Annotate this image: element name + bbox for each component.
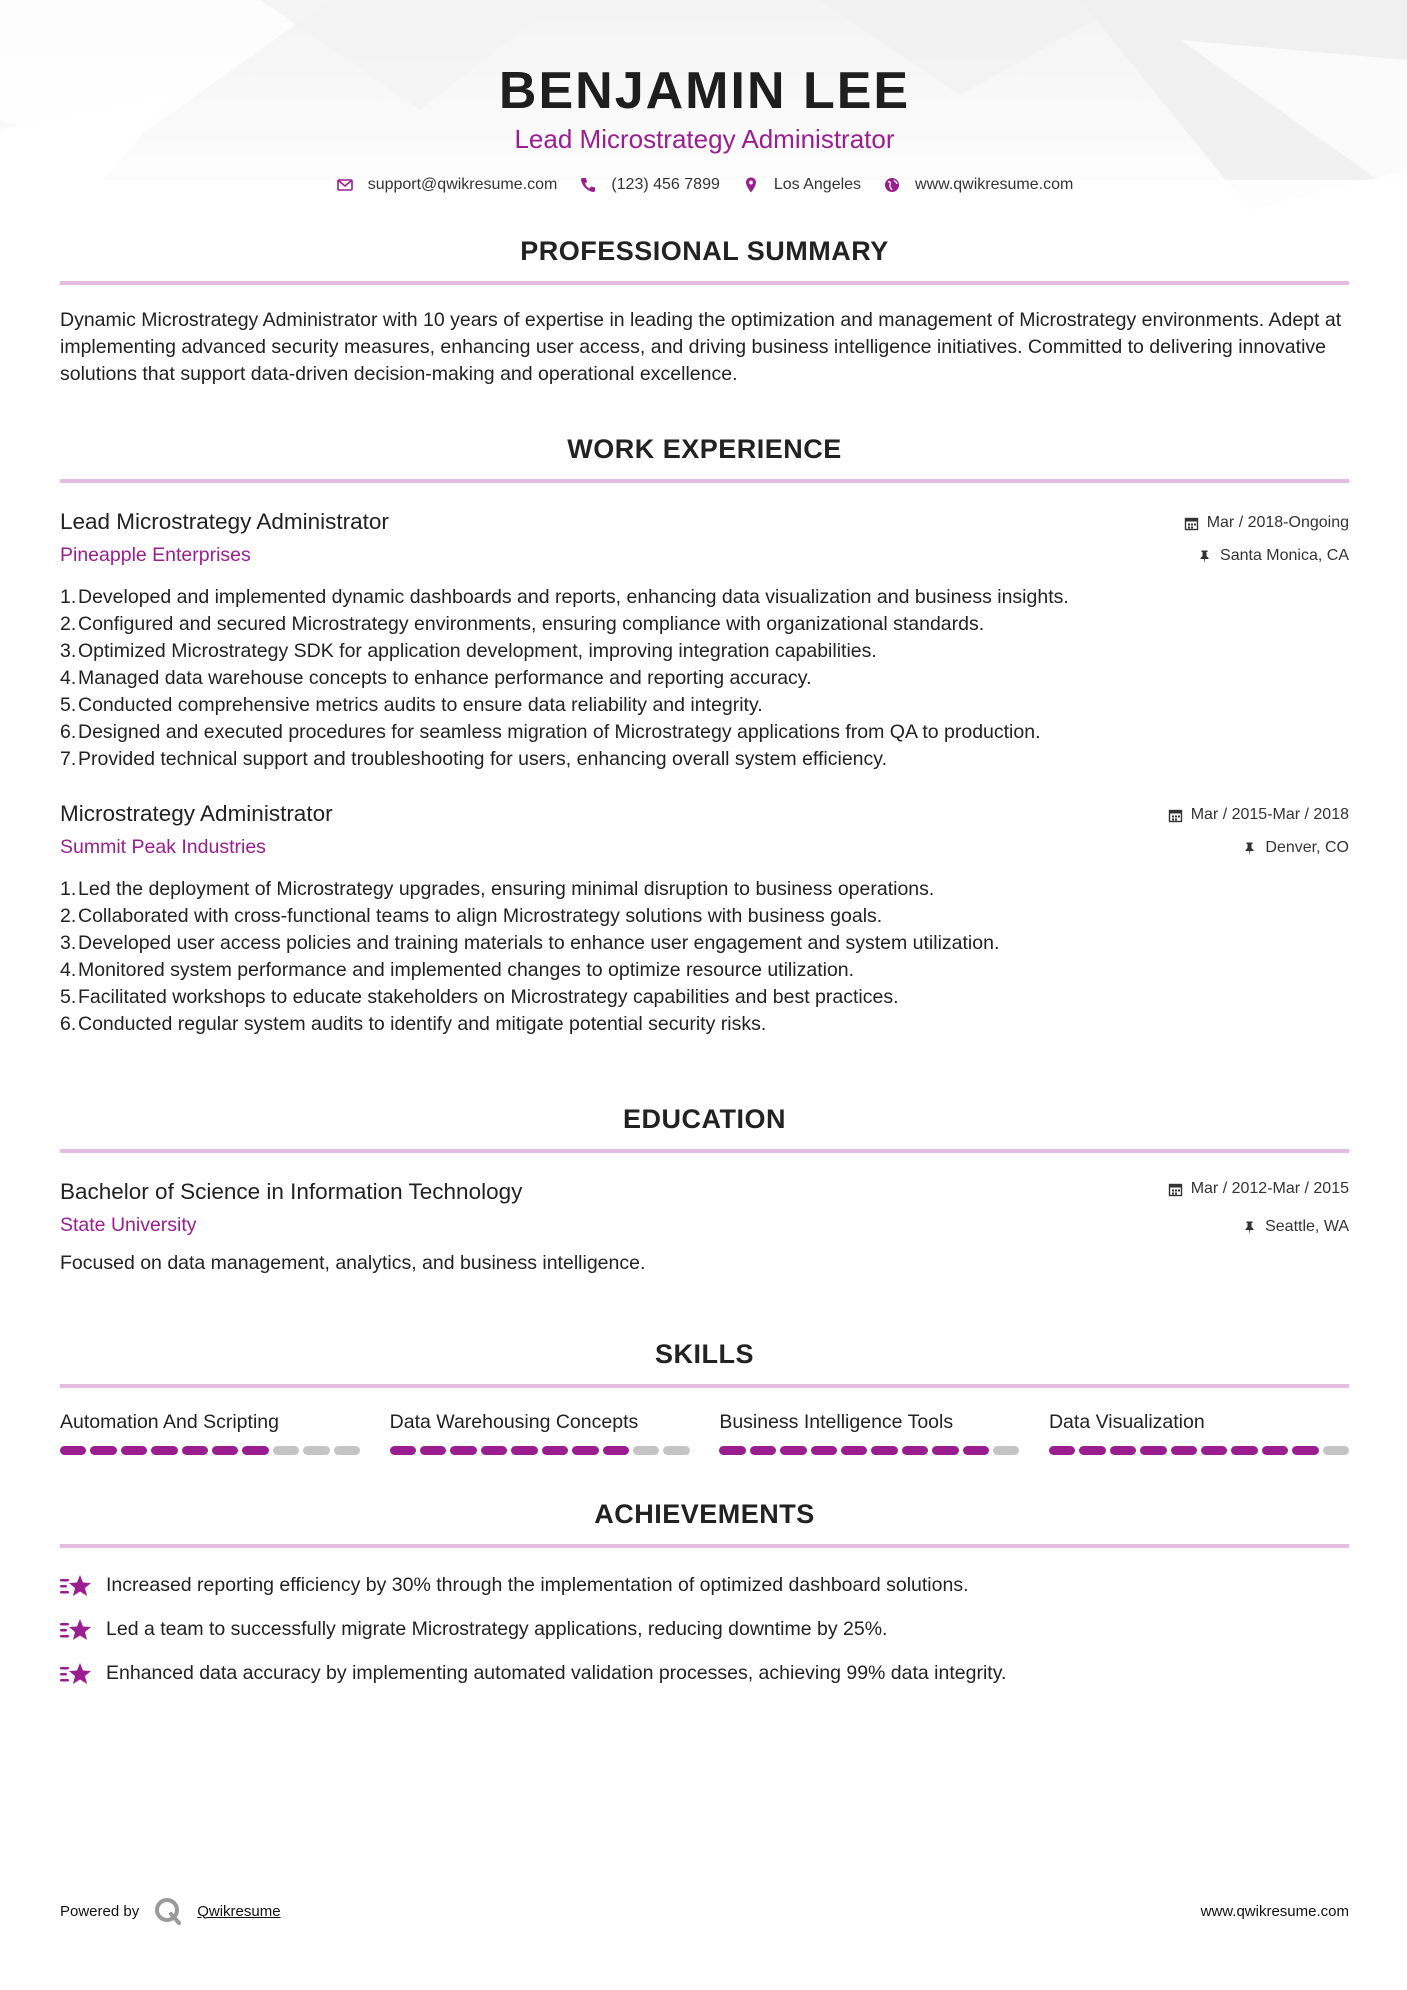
- skill-item: [60, 1410, 360, 1455]
- skill-segment-filled: [932, 1446, 958, 1455]
- contact-location-text: Los Angeles: [773, 176, 862, 193]
- page-footer: [60, 1896, 1349, 1926]
- achievements-section: [60, 1499, 1349, 1687]
- item-number: 6.: [60, 721, 77, 743]
- contact-website-text: www.qwikresume.com: [915, 176, 1074, 193]
- skill-segment-filled: [481, 1446, 507, 1455]
- achievements-list: [60, 1572, 1349, 1687]
- skill-segment-filled: [1231, 1446, 1257, 1455]
- job-location: [1184, 546, 1349, 566]
- item-text: Facilitated workshops to educate stakeholders on Microstrategy capabilities and best practices.: [78, 986, 899, 1008]
- phone-icon: [579, 176, 597, 194]
- responsibility-item: [60, 665, 1349, 692]
- item-number: 3.: [60, 640, 77, 662]
- item-text: Optimized Microstrategy SDK for application development, improving integration capabilities.: [78, 640, 877, 662]
- item-number: 5.: [60, 694, 77, 716]
- summary-heading: PROFESSIONAL SUMMARY: [520, 236, 889, 266]
- skill-name: Business Intelligence Tools: [719, 1411, 954, 1433]
- education-description: Focused on data management, analytics, and business intelligence.: [60, 1252, 646, 1274]
- degree: Bachelor of Science in Information Technology: [60, 1179, 523, 1204]
- section-divider: [60, 1384, 1349, 1388]
- calendar-icon: [1168, 1182, 1183, 1197]
- skill-level-bar: [60, 1446, 360, 1455]
- contact-location: [742, 176, 861, 194]
- job-location-text: Santa Monica, CA: [1220, 547, 1349, 564]
- skill-segment-filled: [1262, 1446, 1288, 1455]
- skill-level-bar: [390, 1446, 690, 1455]
- qwikresume-link[interactable]: Qwikresume: [197, 1902, 281, 1920]
- item-text: Developed user access policies and training materials to enhance user engagement and system utilization.: [78, 932, 1000, 954]
- job-dates: [1168, 805, 1349, 825]
- pushpin-icon: [1242, 841, 1257, 856]
- contact-website[interactable]: [883, 176, 1073, 194]
- job-dates-text: Mar / 2015-Mar / 2018: [1190, 806, 1349, 823]
- responsibility-item: [60, 957, 1349, 984]
- skill-segment-empty: [334, 1446, 360, 1455]
- responsibility-item: [60, 611, 1349, 638]
- contact-email-text: support@qwikresume.com: [367, 176, 558, 193]
- responsibility-item: [60, 984, 1349, 1011]
- experience-section: [60, 434, 1349, 1038]
- job-dates: [1184, 513, 1349, 533]
- job-company: Pineapple Enterprises: [60, 544, 251, 566]
- skill-segment-filled: [60, 1446, 86, 1455]
- item-text: Configured and secured Microstrategy environments, ensuring compliance with organizational standards.: [78, 613, 985, 635]
- job-meta: [1184, 513, 1349, 566]
- job-dates-text: Mar / 2018-Ongoing: [1206, 514, 1349, 531]
- item-number: 7.: [60, 748, 77, 770]
- responsibility-item: [60, 638, 1349, 665]
- skill-segment-filled: [90, 1446, 116, 1455]
- skills-heading: SKILLS: [654, 1339, 754, 1369]
- skill-segment-filled: [719, 1446, 745, 1455]
- summary-section: [60, 236, 1349, 388]
- contact-phone[interactable]: [579, 176, 720, 194]
- education-heading: EDUCATION: [623, 1104, 786, 1134]
- section-divider: [60, 479, 1349, 483]
- skill-segment-empty: [1323, 1446, 1349, 1455]
- skill-segment-filled: [750, 1446, 776, 1455]
- skill-segment-filled: [450, 1446, 476, 1455]
- skill-segment-filled: [242, 1446, 268, 1455]
- contact-bar: [60, 176, 1349, 194]
- pushpin-icon: [1242, 1220, 1257, 1235]
- skill-level-bar: [719, 1446, 1019, 1455]
- skill-segment-empty: [663, 1446, 689, 1455]
- item-number: 6.: [60, 1013, 77, 1035]
- skill-segment-filled: [121, 1446, 147, 1455]
- skill-name: Automation And Scripting: [60, 1411, 279, 1433]
- responsibility-item: [60, 903, 1349, 930]
- skill-segment-filled: [1079, 1446, 1105, 1455]
- item-number: 2.: [60, 905, 77, 927]
- skill-segment-filled: [841, 1446, 867, 1455]
- education-dates-text: Mar / 2012-Mar / 2015: [1190, 1180, 1349, 1197]
- skill-segment-filled: [780, 1446, 806, 1455]
- skill-segment-empty: [993, 1446, 1019, 1455]
- contact-phone-text: (123) 456 7899: [611, 176, 720, 193]
- item-text: Conducted regular system audits to identify and mitigate potential security risks.: [78, 1013, 767, 1035]
- globe-icon: [883, 176, 901, 194]
- item-number: 4.: [60, 667, 77, 689]
- item-text: Managed data warehouse concepts to enhance performance and reporting accuracy.: [78, 667, 812, 689]
- skill-segment-filled: [1049, 1446, 1075, 1455]
- skill-segment-filled: [212, 1446, 238, 1455]
- skill-name: Data Warehousing Concepts: [389, 1411, 639, 1433]
- item-number: 2.: [60, 613, 77, 635]
- education-location: [1168, 1217, 1349, 1237]
- experience-heading: WORK EXPERIENCE: [567, 434, 842, 464]
- powered-by: [60, 1896, 281, 1926]
- item-text: Conducted comprehensive metrics audits to ensure data reliability and integrity.: [78, 694, 763, 716]
- skill-segment-filled: [151, 1446, 177, 1455]
- achievement-item: [60, 1616, 1349, 1643]
- job-entry: [60, 507, 1349, 773]
- skill-segment-filled: [420, 1446, 446, 1455]
- qwikresume-logo-icon: [153, 1896, 183, 1926]
- job-location-text: Denver, CO: [1265, 839, 1349, 856]
- skill-segment-empty: [273, 1446, 299, 1455]
- item-number: 5.: [60, 986, 77, 1008]
- responsibility-item: [60, 692, 1349, 719]
- item-text: Designed and executed procedures for seamless migration of Microstrategy applications from QA to production.: [78, 721, 1041, 743]
- skill-segment-empty: [633, 1446, 659, 1455]
- skill-segment-filled: [542, 1446, 568, 1455]
- achievements-heading: ACHIEVEMENTS: [594, 1499, 815, 1529]
- skill-segment-filled: [1201, 1446, 1227, 1455]
- shooting-star-icon: [60, 1617, 92, 1643]
- section-divider: [60, 1149, 1349, 1153]
- skill-segment-filled: [1140, 1446, 1166, 1455]
- shooting-star-icon: [60, 1573, 92, 1599]
- skill-segment-filled: [1171, 1446, 1197, 1455]
- shooting-star-icon: [60, 1661, 92, 1687]
- job-title: Lead Microstrategy Administrator: [60, 509, 389, 534]
- skill-segment-filled: [390, 1446, 416, 1455]
- education-dates: [1168, 1179, 1349, 1199]
- section-divider: [60, 1544, 1349, 1548]
- skill-item: [1049, 1410, 1349, 1455]
- item-text: Led the deployment of Microstrategy upgrades, ensuring minimal disruption to business operations.: [78, 878, 935, 900]
- pushpin-icon: [1197, 549, 1212, 564]
- contact-email[interactable]: [336, 176, 558, 194]
- education-entry: [60, 1177, 1349, 1277]
- achievement-text: Led a team to successfully migrate Microstrategy applications, reducing downtime by 25%.: [106, 1618, 888, 1640]
- footer-website-link[interactable]: www.qwikresume.com: [1200, 1902, 1349, 1920]
- skill-name: Data Visualization: [1048, 1411, 1205, 1433]
- job-title: Microstrategy Administrator: [60, 801, 333, 826]
- job-entry: [60, 799, 1349, 1038]
- achievement-text: Enhanced data accuracy by implementing automated validation processes, achieving 99% data integrity.: [106, 1662, 1007, 1684]
- item-text: Developed and implemented dynamic dashboards and reports, enhancing data visualization and business insights.: [78, 586, 1069, 608]
- skill-segment-filled: [902, 1446, 928, 1455]
- envelope-icon: [336, 176, 354, 194]
- map-marker-icon: [742, 176, 760, 194]
- calendar-icon: [1184, 516, 1199, 531]
- skill-item: [390, 1410, 690, 1455]
- job-company: Summit Peak Industries: [60, 836, 266, 858]
- responsibility-item: [60, 746, 1349, 773]
- achievement-text: Increased reporting efficiency by 30% through the implementation of optimized dashboard solutions.: [106, 1574, 969, 1596]
- item-number: 3.: [60, 932, 77, 954]
- job-responsibilities: [60, 876, 1349, 1038]
- item-number: 4.: [60, 959, 77, 981]
- candidate-name: BENJAMIN LEE: [498, 62, 911, 120]
- responsibility-item: [60, 719, 1349, 746]
- skill-segment-filled: [1110, 1446, 1136, 1455]
- skill-segment-filled: [572, 1446, 598, 1455]
- responsibility-item: [60, 584, 1349, 611]
- powered-by-label: Powered by: [60, 1902, 140, 1920]
- education-section: [60, 1104, 1349, 1277]
- job-meta: [1168, 805, 1349, 858]
- responsibility-item: [60, 930, 1349, 957]
- skill-segment-filled: [871, 1446, 897, 1455]
- education-location-text: Seattle, WA: [1265, 1218, 1349, 1235]
- candidate-title: Lead Microstrategy Administrator: [514, 124, 895, 154]
- education-meta: [1168, 1179, 1349, 1237]
- skill-segment-filled: [1292, 1446, 1318, 1455]
- item-number: 1.: [60, 586, 77, 608]
- responsibility-item: [60, 1011, 1349, 1038]
- section-divider: [60, 281, 1349, 285]
- skill-segment-empty: [303, 1446, 329, 1455]
- item-text: Provided technical support and troubleshooting for users, enhancing overall system efficiency.: [78, 748, 887, 770]
- item-text: Collaborated with cross-functional teams to align Microstrategy solutions with business goals.: [78, 905, 883, 927]
- item-number: 1.: [60, 878, 77, 900]
- skill-level-bar: [1049, 1446, 1349, 1455]
- responsibility-item: [60, 876, 1349, 903]
- skill-item: [719, 1410, 1019, 1455]
- achievement-item: [60, 1572, 1349, 1599]
- skill-segment-filled: [963, 1446, 989, 1455]
- summary-text: Dynamic Microstrategy Administrator with 10 years of expertise in leading the optimization and management of Microstrategy environments. Adept at implementing advanced security measures, enhancing user access, and driving business intelligence initiatives. Committed to delivering innovative solutions that support data-driven decision-making and operational excellence.: [60, 309, 1342, 385]
- job-responsibilities: [60, 584, 1349, 773]
- item-text: Monitored system performance and implemented changes to optimize resource utilization.: [78, 959, 855, 981]
- resume-page: [60, 0, 1349, 1990]
- skill-segment-filled: [511, 1446, 537, 1455]
- skill-segment-filled: [182, 1446, 208, 1455]
- skill-segment-filled: [603, 1446, 629, 1455]
- school: State University: [60, 1214, 197, 1236]
- achievement-item: [60, 1660, 1349, 1687]
- calendar-icon: [1168, 808, 1183, 823]
- resume-header: [60, 0, 1349, 194]
- skills-section: [60, 1339, 1349, 1455]
- skills-list: [60, 1410, 1349, 1455]
- job-location: [1168, 838, 1349, 858]
- skill-segment-filled: [811, 1446, 837, 1455]
